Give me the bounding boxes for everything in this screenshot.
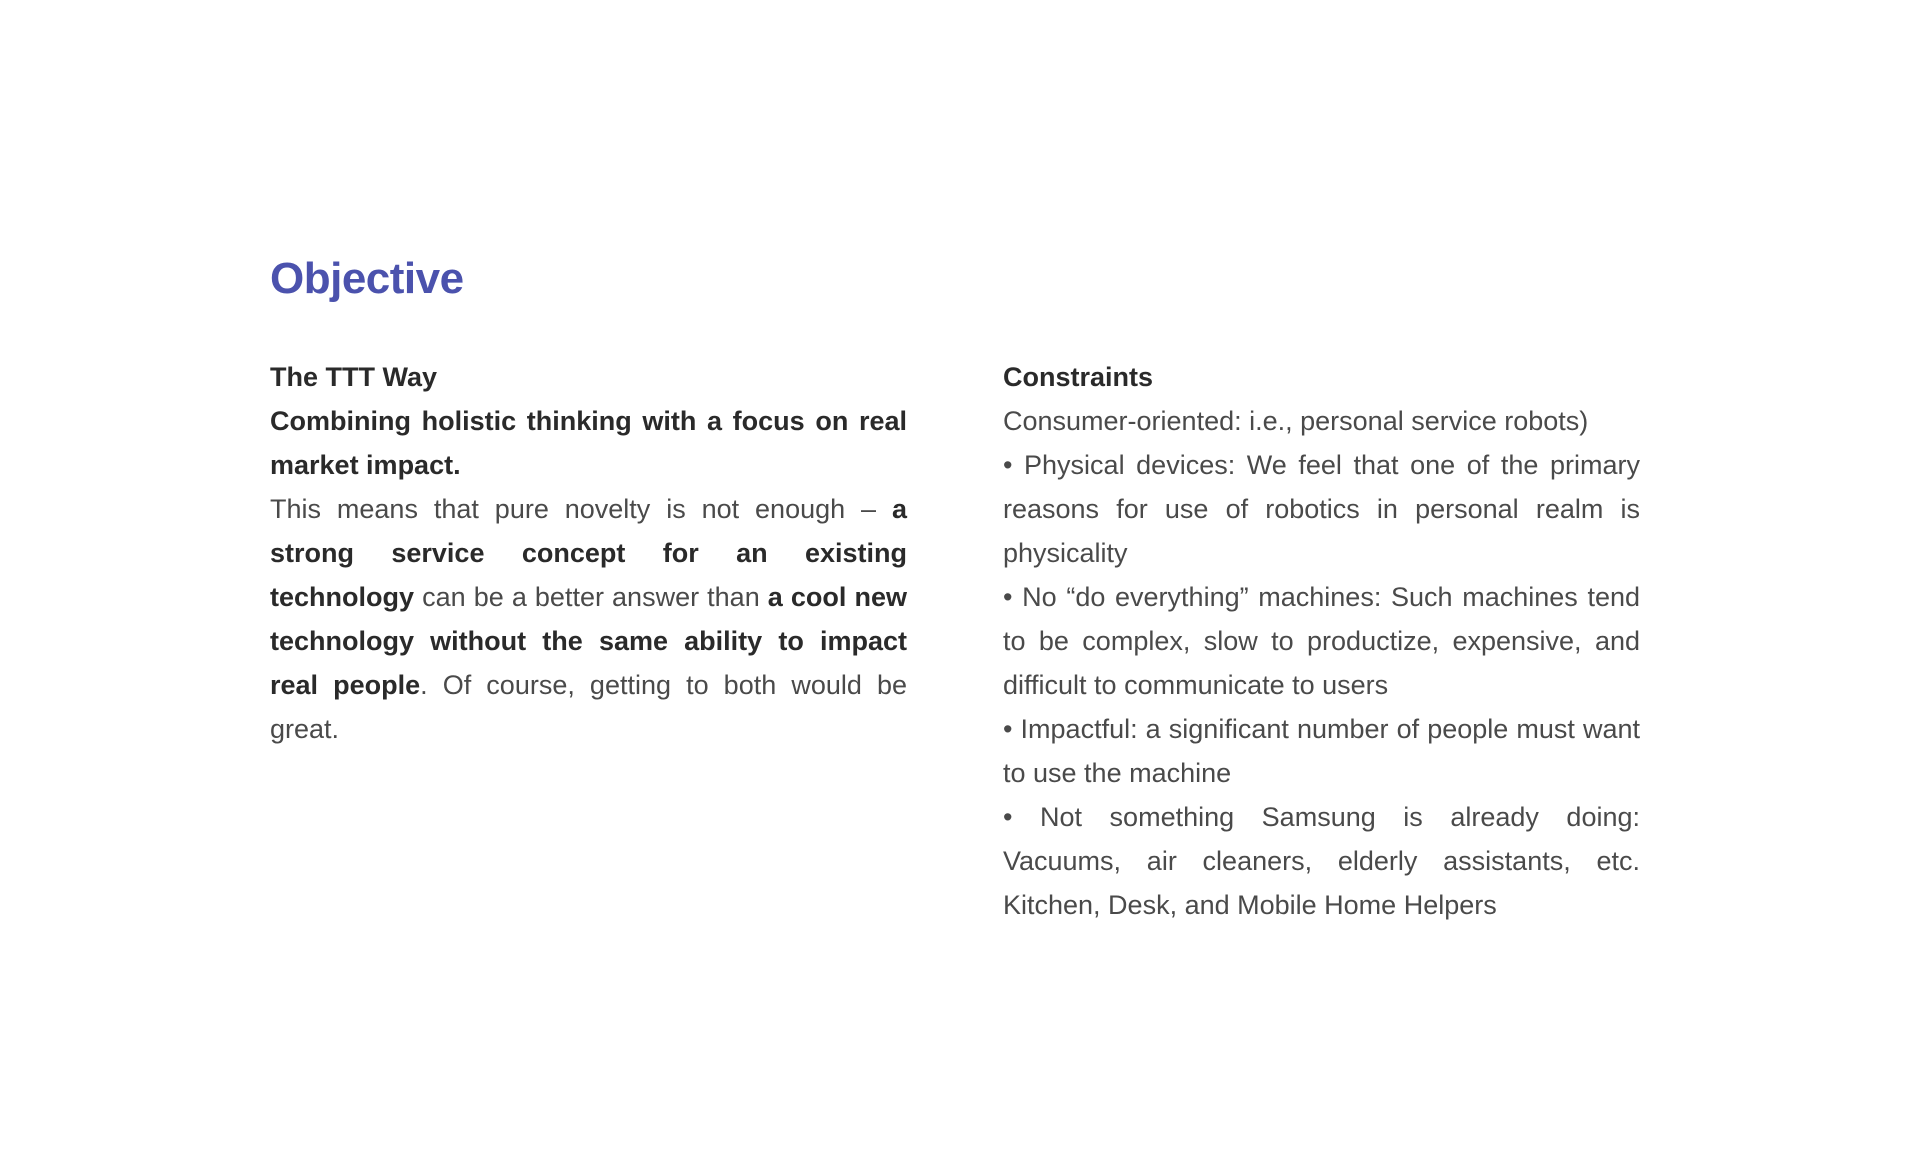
constraint-item: Consumer-oriented: i.e., personal service robots) (1003, 406, 1589, 436)
constraint-item: • Impactful: a significant number of people must want to use the machine (1003, 714, 1640, 788)
constraint-item: • No “do everything” machines: Such machines tend to be complex, slow to productize, expensive, and difficult to communicate to users (1003, 582, 1640, 700)
section-heading-constraints: Constraints (1003, 362, 1154, 392)
body-text-segment: This means that pure novelty is not enough – (270, 494, 892, 524)
body-text-segment: . Of course, getting to both would be great. (270, 670, 907, 744)
body-emphasis-segment: a strong service concept for an existing technology (270, 494, 907, 612)
section-heading-ttt-way: The TTT Way (270, 362, 437, 392)
ttt-way-body (270, 487, 907, 751)
constraints-section (1003, 355, 1640, 927)
body-emphasis-segment: a cool new technology without the same ability to impact real people (270, 582, 907, 700)
body-text-segment: can be a better answer than (414, 582, 768, 612)
page-title: Objective (270, 254, 464, 303)
constraint-item: • Physical devices: We feel that one of the primary reasons for use of robotics in personal realm is physicality (1003, 450, 1640, 568)
ttt-way-lead: Combining holistic thinking with a focus on real market impact. (270, 406, 907, 480)
ttt-way-section (270, 355, 907, 751)
constraint-item: • Not something Samsung is already doing: Vacuums, air cleaners, elderly assistants, etc. Kitchen, Desk, and Mobile Home Helpers (1003, 802, 1640, 920)
